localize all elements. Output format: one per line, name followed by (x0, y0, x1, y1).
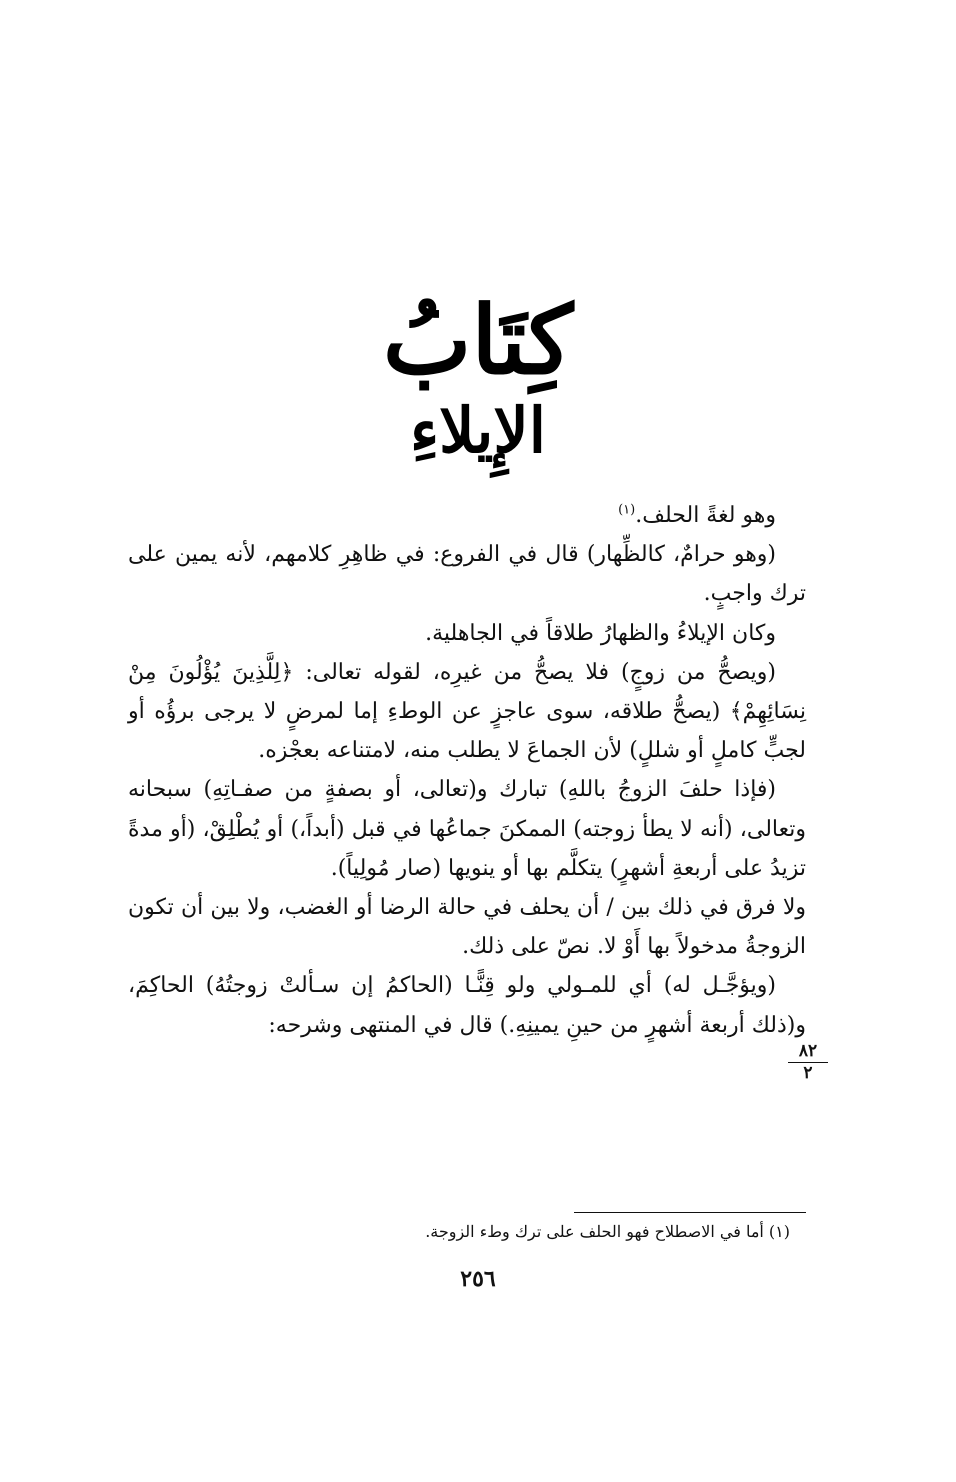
marker-numerator: ٨٢ (788, 1043, 828, 1063)
paragraph: وكان الإيلاءُ والظهارُ طلاقاً في الجاهلية. (425, 620, 776, 646)
marker-denominator: ٢ (803, 1063, 813, 1083)
footnote-divider (574, 1212, 806, 1213)
footnote: (١) أما في الاصطلاح فهو الحلف على ترك وطء الزوجة. (425, 1222, 790, 1241)
paragraph: (فإذا حلفَ الزوجُ باللهِ) تبارك و(تعالى، أو بصفةٍ من صفـاتِهِ) سبحانه وتعالى، (أنه لا يطأ زوجته) الممكنَ جماعُها في قبل (أبداً،) أو يُطْلِقْ، (أو مدةً تزيدُ على أربعةِ أشهرٍ) يتكلَّم بها أو ينويها (صار مُولِياً). (128, 777, 806, 881)
paragraph: (ويؤجَّـل له) أي للمـولي ولو قِنًّـا (الحاكمُ إن سـألتْ زوجتُهُ) الحاكِمَ، و(ذلك أربعة أشهرٍ من حينِ يمينِهِ.) قال في المنتهى وشرحه: (128, 973, 806, 1038)
paragraph-text: وهو لغةً الحلف. (635, 503, 776, 528)
page-number: ٢٥٦ (460, 1266, 496, 1292)
manuscript-page-marker (788, 1043, 828, 1082)
body-text (128, 496, 806, 1045)
paragraph: (ويصحُّ من زوجٍ) فلا يصحُّ من غيرِه، لقوله تعالى: ﴿لِلَّذِينَ يُؤْلُونَ مِنْ نِسَائِهِمْ﴾ (يصحُّ طلاقه، سوى عاجزٍ عن الوطءِ إما لمرضٍ لا يرجى برؤُه أو لجبٍّ كاملٍ أو شللٍ) لأن الجماعَ لا يطلب منه، لامتناعه بعجْزه. (128, 659, 806, 764)
chapter-title: الإِيلاءِ (410, 394, 546, 467)
paragraph: ولا فرق في ذلك بين / أن يحلف في حالة الرضا أو الغضب، ولا بين أن تكون الزوجةُ مدخولاً بها أَوْ لا. نصّ على ذلك. (128, 895, 806, 960)
paragraph (128, 496, 806, 535)
chapter-heading: كِتَابُ (382, 286, 574, 396)
footnote-marker: (١) (618, 502, 636, 518)
paragraph: (وهو حرامٌ، كالظِّهار) قال في الفروع: في ظاهِرِ كلامهم، لأنه يمين على ترك واجبٍ. (128, 542, 806, 607)
